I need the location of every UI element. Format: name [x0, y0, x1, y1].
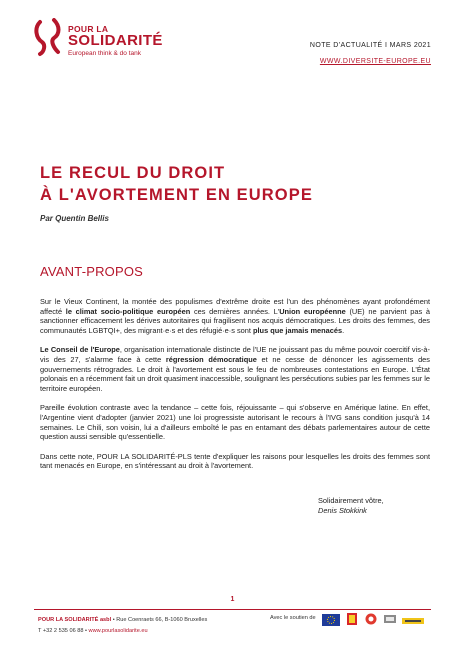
- signoff: [318, 496, 384, 516]
- footer-address: • Rue Coenraets 66, B-1060 Bruxelles: [111, 617, 208, 623]
- logo-line2: SOLIDARITÉ: [68, 32, 163, 49]
- page-number: 1: [230, 596, 235, 603]
- partner-logo-1-icon: [345, 612, 359, 631]
- partner-logo-2-icon: [364, 612, 378, 631]
- body-text: [40, 297, 430, 481]
- partner-logo-3-icon: [383, 612, 397, 631]
- page-title: [40, 162, 313, 206]
- title-line2: À L'AVORTEMENT EN EUROPE: [40, 186, 313, 204]
- footer-website[interactable]: www.pourlasolidarite.eu: [88, 628, 148, 634]
- paragraph-4: Dans cette note, POUR LA SOLIDARITÉ-PLS tente d'expliquer les raisons pour lesquelles les droits des femmes sont tant menacés en Europe, en s'intéressant au droit à l'avortement.: [40, 451, 430, 471]
- paragraph-1: Sur le Vieux Continent, la montée des populismes d'extrême droite est l'un des phénomènes ayant profondément affecté le climat socio-politique européen ces dernières années. L'Union européenne (UE) ne parvient pas à sanctionner efficacement les dérives autoritaires qui fragilisent nos acquis démocratiques. Les droits des femmes, des communautés LGBTQI+, des migrant·e·s et des réfugié·e·s sont plus que jamais menacés.: [40, 297, 430, 335]
- site-link[interactable]: WWW.DIVERSITE-EUROPE.EU: [319, 58, 431, 65]
- paragraph-2: Le Conseil de l'Europe, organisation internationale distincte de l'UE ne jouissant pas du même pouvoir coercitif vis-à-vis des 27, s'alarme face à cette régression démocratique et ne cesse de dénoncer les agissements des gouvernements rétrogrades. Le droit à l'avortement est sous le feu de nombreuses contestations en Europe. L'État polonais en a récemment fait un droit quasiment inaccessible, soulignant les persécutions subies par les femmes sur le territoire européen.: [40, 345, 430, 393]
- header-meta: [310, 42, 431, 68]
- author: Par Quentin Bellis: [40, 214, 109, 223]
- sponsor-logos: [322, 612, 424, 631]
- section-title: AVANT-PROPOS: [40, 264, 144, 279]
- logo-line1: POUR LA: [68, 24, 109, 34]
- title-line1: LE RECUL DU DROIT: [40, 164, 226, 182]
- support-label: Avec le soutien de: [270, 615, 316, 621]
- pls-logo-icon: [34, 18, 64, 58]
- eu-flag-icon: [322, 613, 340, 631]
- logo-tagline: European think & do tank: [68, 50, 141, 57]
- footer: POUR LA SOLIDARITÉ asbl • Rue Coenraets 66, B-1060 Bruxelles T +32 2 535 06 88 • www.pourlasolidarite.eu: [38, 617, 208, 634]
- footer-org: POUR LA SOLIDARITÉ asbl: [38, 617, 112, 623]
- note-date: NOTE D'ACTUALITÉ I MARS 2021: [309, 42, 431, 49]
- partner-logo-4-icon: [402, 613, 424, 631]
- logo: [34, 16, 204, 64]
- signoff-name: Denis Stokkink: [318, 506, 367, 515]
- paragraph-3: Pareille évolution contraste avec la tendance – cette fois, réjouissante – qui s'observe en Amérique latine. En effet, l'Argentine vient d'adopter (janvier 2021) une loi progressiste autorisant le recours à l'IVG sans condition jusqu'à 14 semaines. Le Chili, son voisin, lui a d'ailleurs emboîté le pas en entamant des débats parlementaires autour de cette question aussi sensible qu'essentielle.: [40, 403, 430, 442]
- signoff-line: Solidairement vôtre,: [318, 496, 384, 505]
- footer-divider: [34, 609, 431, 610]
- footer-phone: T +32 2 535 06 88: [38, 628, 84, 634]
